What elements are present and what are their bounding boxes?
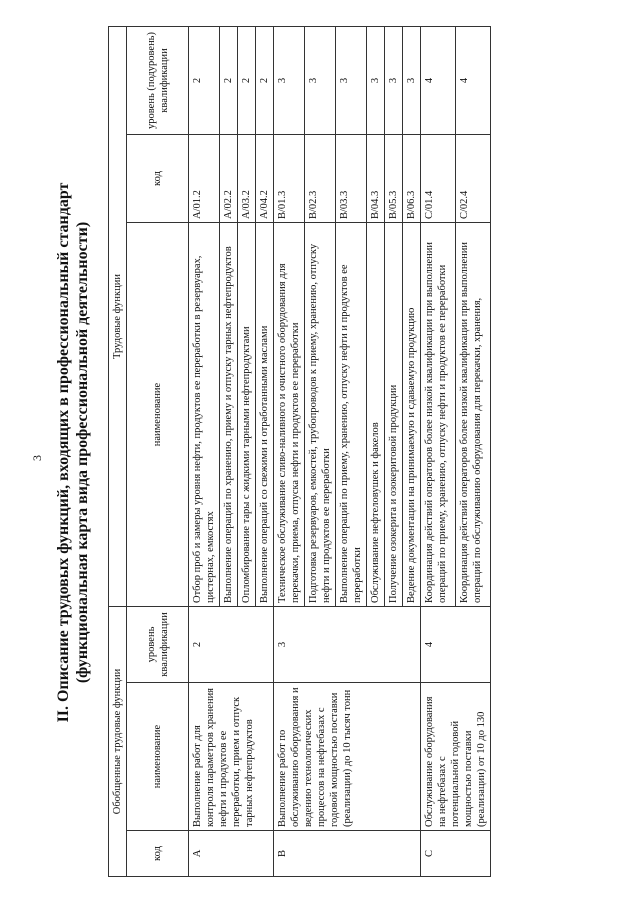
generalized-code-cell: C [421, 831, 491, 877]
function-code-cell: A/04.2 [256, 135, 274, 223]
generalized-code-cell: A [189, 831, 274, 877]
generalized-level-cell: 2 [189, 607, 274, 683]
function-level-cell: 3 [305, 26, 336, 134]
section-subtitle: (функциональная карта вида профессиональной деятельности) [74, 221, 91, 684]
header-labor: Трудовые функции [109, 26, 127, 606]
function-code-cell: C/02.4 [456, 135, 491, 223]
header-code2: код [127, 135, 189, 223]
table-row [189, 26, 220, 876]
function-code-cell: B/04.3 [367, 135, 385, 223]
function-code-cell: A/01.2 [189, 135, 220, 223]
function-level-cell: 4 [421, 26, 456, 134]
header-level: уровень квалификации [127, 607, 189, 683]
functional-map-table [108, 26, 491, 877]
function-level-cell: 3 [336, 26, 367, 134]
function-level-cell: 3 [274, 26, 305, 134]
function-name-cell: Подготовка резервуаров, емкостей, трубопроводов к приему, хранению, отпуску нефти и продуктов ее переработки [305, 223, 336, 607]
function-name-cell: Ведение документации на принимаемую и сдаваемую продукцию [403, 223, 421, 607]
header-sublevel: уровень (подуровень) квалификации [127, 26, 189, 134]
function-code-cell: A/02.2 [220, 135, 238, 223]
function-level-cell: 2 [220, 26, 238, 134]
function-name-cell: Техническое обслуживание сливо-наливного и очистного оборудования для перекачки, приема, отпуска нефти и продуктов ее переработки [274, 223, 305, 607]
function-code-cell: B/03.3 [336, 135, 367, 223]
generalized-level-cell: 4 [421, 607, 491, 683]
function-level-cell: 2 [238, 26, 256, 134]
header-name: наименование [127, 683, 189, 831]
function-level-cell: 4 [456, 26, 491, 134]
section-title: II. Описание трудовых функций, входящих в профессиональный стандарт [55, 182, 72, 723]
function-name-cell: Выполнение операций со свежими и отработанными маслами [256, 223, 274, 607]
header-generalized: Обобщенные трудовые функции [109, 607, 127, 877]
function-name-cell: Обслуживание нефтеловушек и факелов [367, 223, 385, 607]
function-name-cell: Выполнение операций по хранению, приему и отпуску тарных нефтепродуктов [220, 223, 238, 607]
function-name-cell: Отбор проб и замеры уровня нефти, продуктов ее переработки в резервуарах, цистернах, емкостях [189, 223, 220, 607]
generalized-name-cell: Выполнение работ для контроля параметров хранения нефти и продуктов ее переработки, прием и отпуск тарных нефтепродуктов [189, 683, 274, 831]
header-name2: наименование [127, 223, 189, 607]
function-name-cell: Координация действий операторов более низкой квалификации при выполнении операций по обслуживанию оборудования для перекачки, хранения, [456, 223, 491, 607]
function-level-cell: 2 [256, 26, 274, 134]
table-row [421, 26, 456, 876]
function-code-cell: B/01.3 [274, 135, 305, 223]
function-code-cell: B/06.3 [403, 135, 421, 223]
function-name-cell: Координация действий операторов более низкой квалификации при выполнении операций по приему, хранению, отпуску нефти и продуктов ее переработки [421, 223, 456, 607]
function-level-cell: 3 [385, 26, 403, 134]
table-row [274, 26, 305, 876]
header-code: код [127, 831, 189, 877]
function-code-cell: C/01.4 [421, 135, 456, 223]
function-name-cell: Получение озокерита и озокеритовой продукции [385, 223, 403, 607]
page-number: 3 [30, 455, 44, 461]
generalized-name-cell: Обслуживание оборудования на нефтебазах с потенциальной годовой мощностью поставки (реализации) от 10 до 130 [421, 683, 491, 831]
function-code-cell: B/05.3 [385, 135, 403, 223]
function-code-cell: B/02.3 [305, 135, 336, 223]
function-level-cell: 2 [189, 26, 220, 134]
function-level-cell: 3 [367, 26, 385, 134]
generalized-code-cell: B [274, 831, 421, 877]
function-code-cell: A/03.2 [238, 135, 256, 223]
generalized-level-cell: 3 [274, 607, 421, 683]
function-name-cell: Опломбирование тары с жидкими тарными нефтепродуктами [238, 223, 256, 607]
table-body [189, 26, 491, 876]
function-name-cell: Выполнение операций по приему, хранению, отпуску нефти и продуктов ее переработки [336, 223, 367, 607]
function-level-cell: 3 [403, 26, 421, 134]
generalized-name-cell: Выполнение работ по обслуживанию оборудования и ведению технологических процессов на нефтебазах с годовой мощностью поставки (реализации) до 10 тысяч тонн [274, 683, 421, 831]
